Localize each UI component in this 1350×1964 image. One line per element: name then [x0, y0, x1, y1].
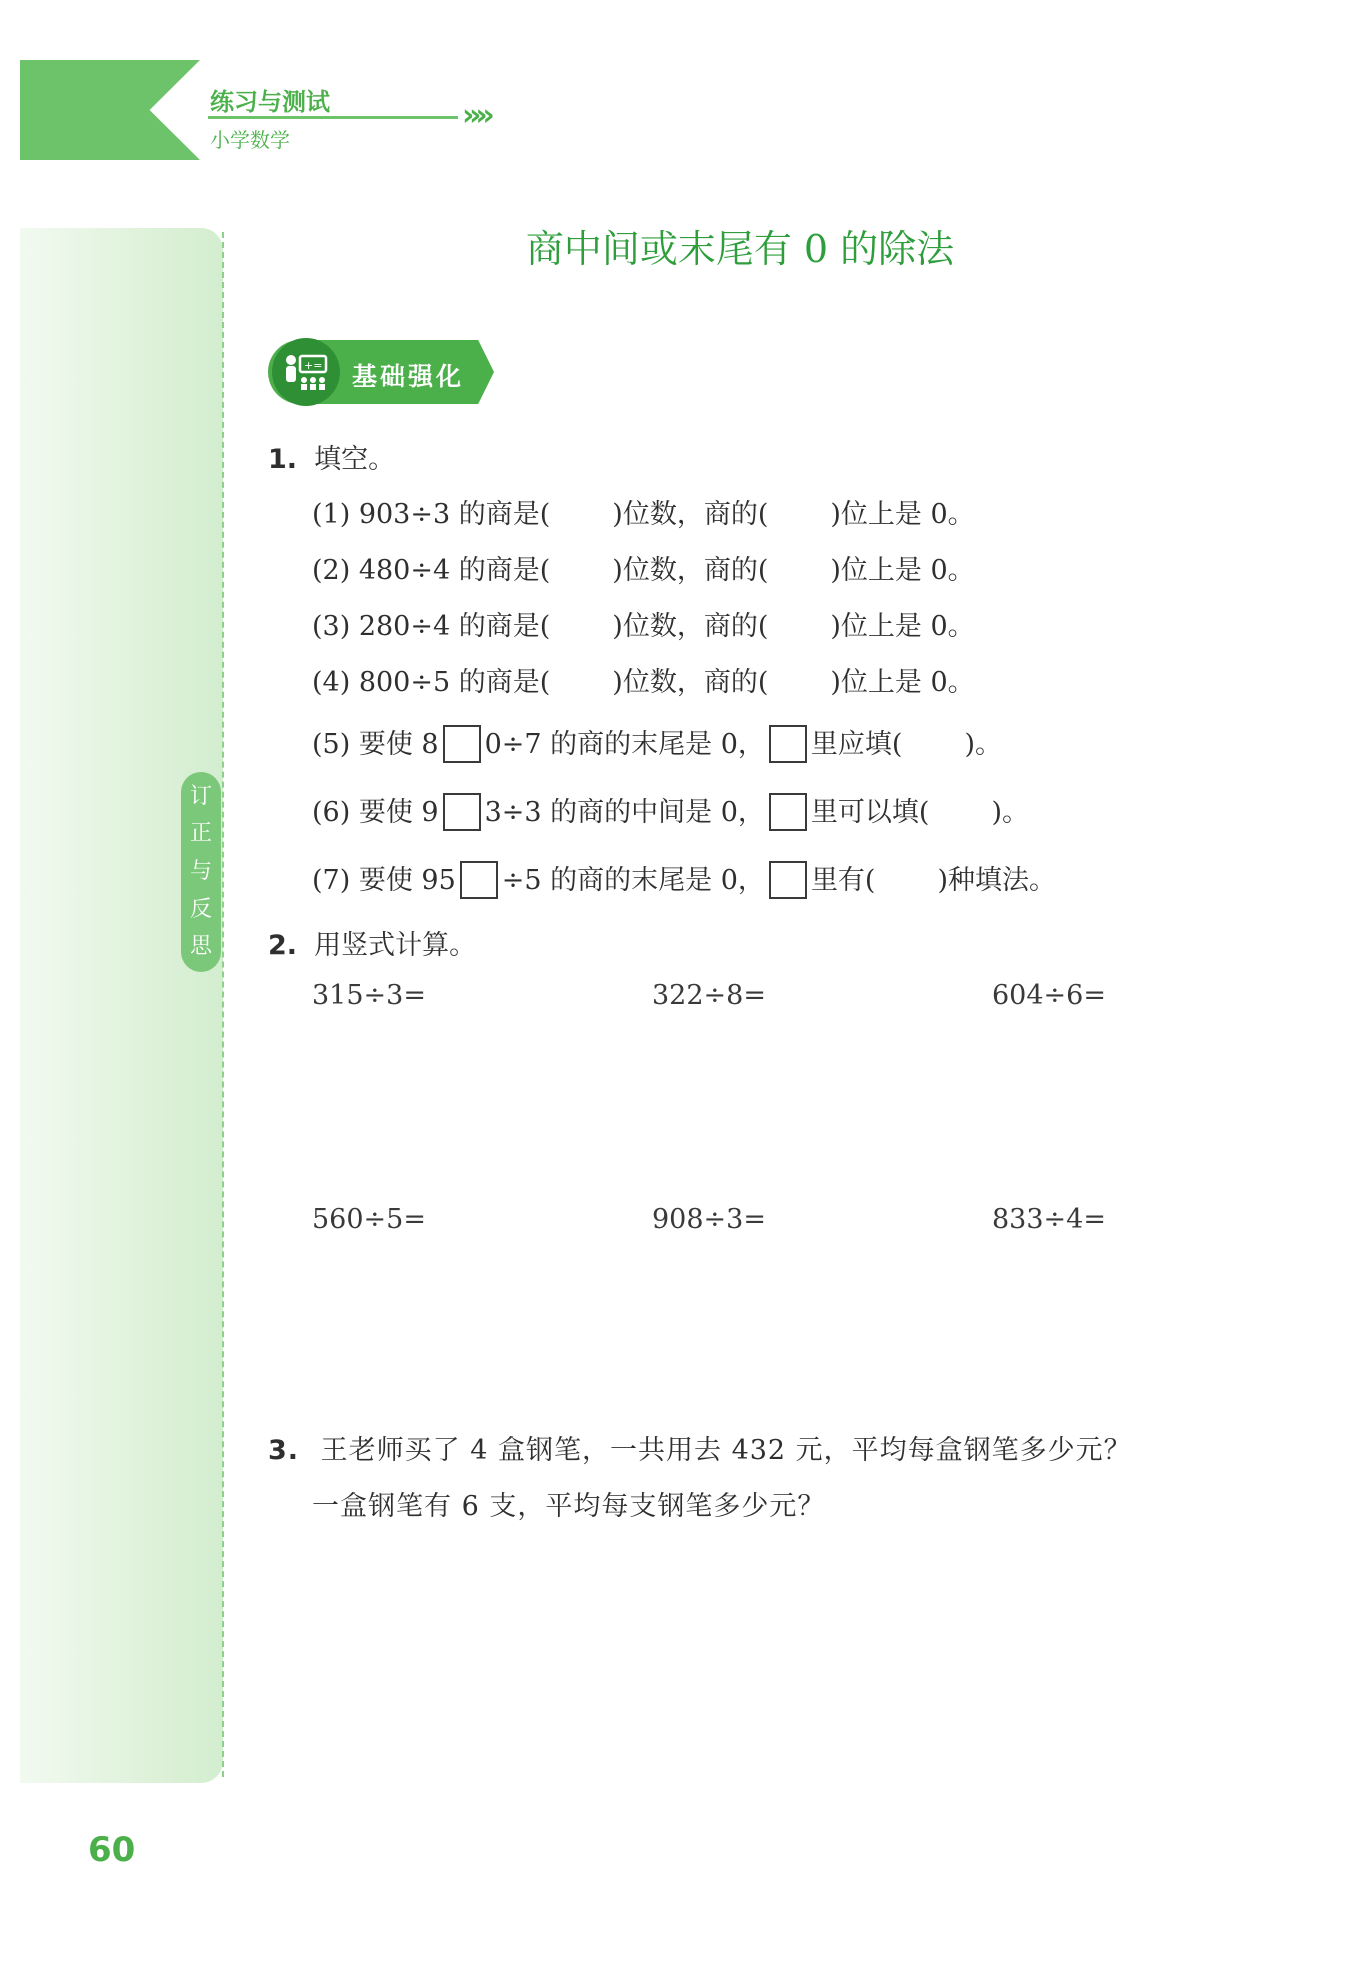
fill-blank-item	[312, 660, 975, 699]
side-label-char: 与	[189, 858, 212, 884]
item-text: )位上是 0。	[830, 499, 975, 530]
item-text: )位上是 0。	[830, 667, 975, 698]
item-text: (1) 903÷3 的商是(	[312, 499, 551, 530]
double-chevron-icon: »»	[462, 98, 489, 133]
header-banner	[20, 60, 200, 160]
fill-blank-item	[312, 548, 975, 587]
item-text: (3) 280÷4 的商是(	[312, 611, 551, 642]
item-text: 里应填(	[810, 729, 903, 760]
item-text: (7) 要使 95	[312, 865, 456, 896]
side-label-char: 订	[189, 783, 212, 809]
question-3-line-2: 一盒钢笔有 6 支，平均每支钢笔多少元？	[312, 1491, 826, 1522]
item-text: (5) 要使 8	[312, 729, 439, 760]
division-problem: 322÷8=	[652, 980, 766, 1011]
teacher-board-icon	[272, 338, 340, 406]
digit-box[interactable]	[460, 861, 498, 899]
item-text: 里有(	[810, 865, 876, 896]
page-number: 60	[88, 1830, 136, 1870]
fill-blank-item	[312, 790, 1029, 831]
item-text: )位数，商的(	[612, 667, 769, 698]
item-text: )位数，商的(	[612, 499, 769, 530]
question-number: 3.	[268, 1435, 300, 1466]
word-problem-text: 王老师买了 4 盒钢笔，一共用去 432 元，平均每盒钢笔多少元？	[320, 1435, 1132, 1466]
header-rule	[208, 116, 458, 119]
item-text: 0÷7 的商的末尾是 0，	[484, 729, 765, 760]
book-title: 练习与测试	[210, 88, 330, 116]
item-text: (6) 要使 9	[312, 797, 439, 828]
item-text: )位数，商的(	[612, 555, 769, 586]
digit-box	[769, 793, 807, 831]
question-1-header	[268, 437, 395, 476]
question-number: 1.	[268, 444, 298, 475]
item-text: (4) 800÷5 的商是(	[312, 667, 551, 698]
book-subtitle: 小学数学	[210, 128, 290, 152]
question-stem: 用竖式计算。	[314, 930, 477, 961]
svg-text:+=: +=	[304, 359, 323, 372]
item-text: ÷5 的商的末尾是 0，	[501, 865, 765, 896]
digit-box[interactable]	[443, 793, 481, 831]
division-problem: 833÷4=	[992, 1204, 1106, 1235]
item-text: )。	[964, 729, 1003, 760]
question-number: 2.	[268, 930, 298, 961]
digit-box[interactable]	[443, 725, 481, 763]
division-problem: 560÷5=	[312, 1204, 426, 1235]
fill-blank-item	[312, 492, 975, 531]
fill-blank-item	[312, 722, 1002, 763]
digit-box	[769, 725, 807, 763]
item-text: )位数，商的(	[612, 611, 769, 642]
fill-blank-item	[312, 858, 1056, 899]
fill-blank-item	[312, 604, 975, 643]
question-3-line-1	[268, 1428, 1132, 1467]
side-label-char: 思	[189, 934, 212, 960]
item-text: )。	[991, 797, 1030, 828]
question-2-header	[268, 923, 476, 962]
margin-dashed-line	[222, 232, 224, 1777]
lesson-title: 商中间或末尾有 0 的除法	[525, 227, 955, 271]
item-text: 里可以填(	[810, 797, 930, 828]
division-problem: 908÷3=	[652, 1204, 766, 1235]
item-text: )位上是 0。	[830, 611, 975, 642]
correction-reflection-label	[181, 772, 221, 972]
item-text: )种填法。	[937, 865, 1057, 896]
side-label-char: 反	[189, 896, 212, 922]
question-stem: 填空。	[314, 444, 396, 475]
item-text: (2) 480÷4 的商是(	[312, 555, 551, 586]
correction-margin	[20, 228, 223, 1783]
division-problem: 315÷3=	[312, 980, 426, 1011]
item-text: 3÷3 的商的中间是 0，	[484, 797, 765, 828]
digit-box	[769, 861, 807, 899]
section-label: 基础强化	[352, 362, 465, 391]
division-problem: 604÷6=	[992, 980, 1106, 1011]
item-text: )位上是 0。	[830, 555, 975, 586]
side-label-char: 正	[189, 821, 212, 847]
